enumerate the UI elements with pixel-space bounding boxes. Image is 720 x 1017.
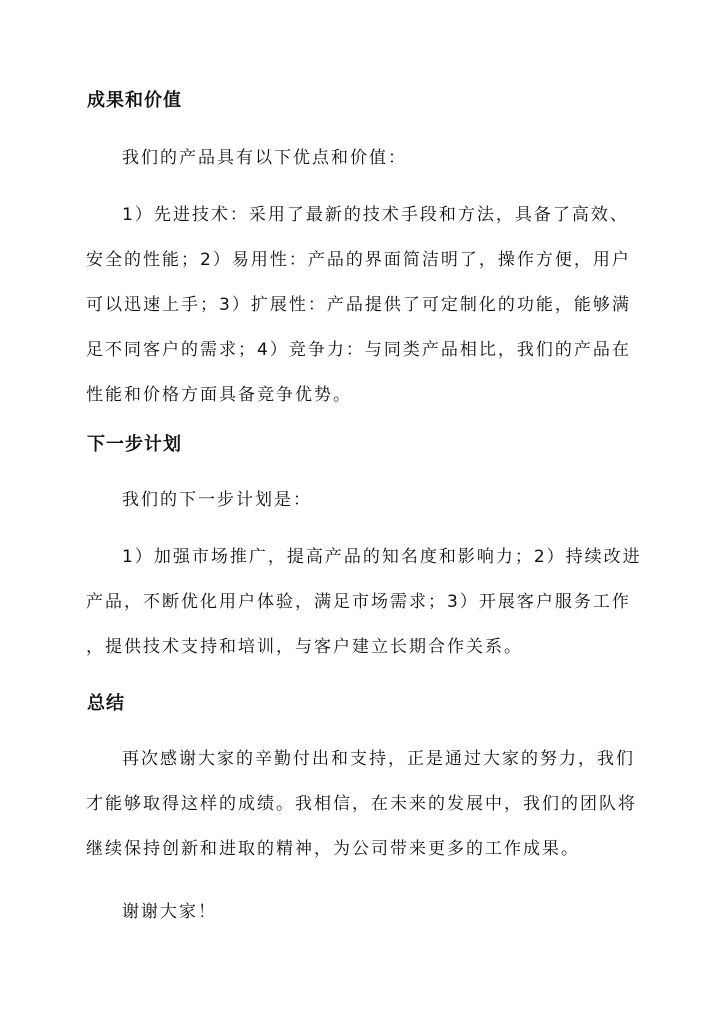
paragraph-line: 我们的下一步计划是： — [122, 490, 312, 510]
paragraph-line: 再次感谢大家的辛勤付出和支持，正是通过大家的努力，我们 — [122, 749, 635, 769]
section-heading-results-and-value: 成果和价值 — [87, 90, 182, 111]
paragraph-line: 才能够取得这样的成绩。我相信，在未来的发展中，我们的团队将 — [86, 794, 637, 814]
section-heading-next-steps: 下一步计划 — [87, 434, 182, 455]
paragraph-line: 我们的产品具有以下优点和价值： — [122, 148, 407, 168]
paragraph-line: 继续保持创新和进取的精神，为公司带来更多的工作成果。 — [86, 839, 580, 859]
paragraph-summary-thanks — [86, 737, 646, 872]
section-heading-summary: 总结 — [87, 693, 125, 714]
paragraph-line: 性能和价格方面具备竞争优势。 — [86, 385, 352, 405]
paragraph-line: 产品，不断优化用户体验，满足市场需求；3）开展客户服务工作 — [86, 592, 631, 612]
paragraph-line: ，提供技术支持和培训，与客户建立长期合作关系。 — [86, 637, 523, 657]
paragraph-line: 可以迅速上手；3）扩展性：产品提供了可定制化的功能，能够满 — [86, 295, 631, 315]
paragraph-product-advantages-list — [86, 193, 646, 418]
paragraph-line: 谢谢大家！ — [122, 902, 217, 922]
paragraph-next-steps-intro — [86, 478, 646, 523]
paragraph-line: 足不同客户的需求；4）竞争力：与同类产品相比，我们的产品在 — [86, 340, 631, 360]
paragraph-product-advantages-intro — [86, 136, 646, 181]
paragraph-line: 安全的性能；2）易用性：产品的界面简洁明了，操作方便，用户 — [86, 250, 631, 270]
paragraph-line: 1）先进技术：采用了最新的技术手段和方法，具备了高效、 — [122, 205, 629, 225]
paragraph-closing — [86, 890, 646, 935]
paragraph-line: 1）加强市场推广，提高产品的知名度和影响力；2）持续改进 — [122, 547, 642, 567]
paragraph-next-steps-list — [86, 535, 646, 670]
